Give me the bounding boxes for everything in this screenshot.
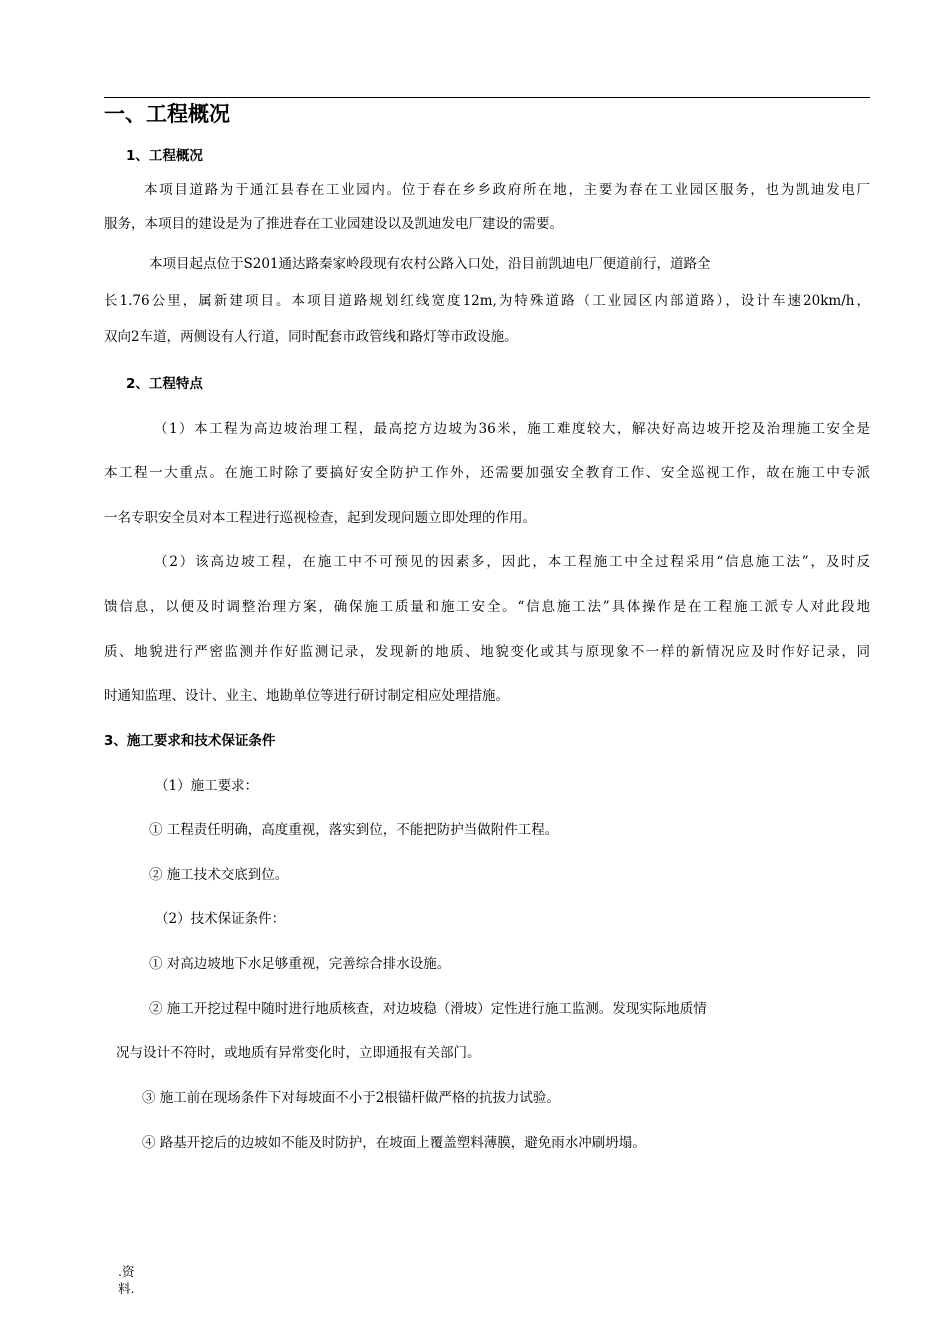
list-item: ① 对高边坡地下水足够重视，完善综合排水设施。 [149,956,451,972]
subsection-title-requirements: 3、施工要求和技术保证条件 [104,733,276,749]
paragraph-line: （1）本工程为高边坡治理工程，最高挖方边坡为36米，施工难度较大，解决好高边坡开挖及治理施工安全是 [154,421,870,437]
subsection-title-features: 2、工程特点 [126,376,203,392]
paragraph-line: 服务，本项目的建设是为了推进春在工业园建设以及凯迪发电厂建设的需要。 [104,216,563,232]
list-item: ③ 施工前在现场条件下对每坡面不小于2根锚杆做严格的抗拔力试验。 [142,1090,560,1106]
paragraph-line: 质、地貌进行严密监测并作好监测记录，发现新的地质、地貌变化或其与原现象不一样的新情况应及时作好记录，同 [104,644,870,660]
paragraph-line: 一名专职安全员对本工程进行巡视检查，起到发现问题立即处理的作用。 [104,510,536,526]
list-item: ① 工程责任明确，高度重视，落实到位，不能把防护当做附件工程。 [149,822,559,838]
tech-conditions-heading: （2）技术保证条件： [155,911,286,927]
header-rule [104,97,870,98]
paragraph-line: 本项目起点位于S201通达路秦家岭段现有农村公路入口处，沿目前凯迪电厂便道前行，道路全 [149,256,711,272]
paragraph-line: 本项目道路为于通江县春在工业园内。位于春在乡乡政府所在地，主要为春在工业园区服务，也为凯迪发电厂 [144,182,870,198]
paragraph-line: （2）该高边坡工程，在施工中不可预见的因素多，因此，本工程施工中全过程采用“信息施工法”，及时反 [154,554,870,570]
list-item-continuation: 况与设计不符时，或地质有异常变化时，立即通报有关部门。 [116,1045,481,1061]
subsection-title-overview: 1、工程概况 [126,148,203,164]
footer-line: .资 [118,1264,135,1279]
paragraph-line: 长1.76公里，属新建项目。本项目道路规划红线宽度12m,为特殊道路（工业园区内部道路），设计车速20km/h， [104,293,870,309]
paragraph-line: 双向2车道，两侧设有人行道，同时配套市政管线和路灯等市政设施。 [104,329,518,345]
paragraph-line: 时通知监理、设计、业主、地勘单位等进行研讨制定相应处理措施。 [104,688,509,704]
list-item: ② 施工技术交底到位。 [149,867,289,883]
section-title: 一、工程概况 [104,102,230,126]
paragraph-line: 馈信息，以便及时调整治理方案，确保施工质量和施工安全。“信息施工法”具体操作是在工程施工派专人对此段地 [104,599,870,615]
paragraph-line: 本工程一大重点。在施工时除了要搞好安全防护工作外，还需要加强安全教育工作、安全巡视工作，故在施工中专派 [104,465,870,481]
list-item: ④ 路基开挖后的边坡如不能及时防护，在坡面上覆盖塑料薄膜，避免雨水冲刷坍塌。 [142,1135,646,1151]
requirements-heading: （1）施工要求： [155,778,259,794]
list-item: ② 施工开挖过程中随时进行地质核查，对边坡稳（滑坡）定性进行施工监测。发现实际地质情 [149,1001,707,1017]
footer-line: 料. [118,1281,135,1296]
